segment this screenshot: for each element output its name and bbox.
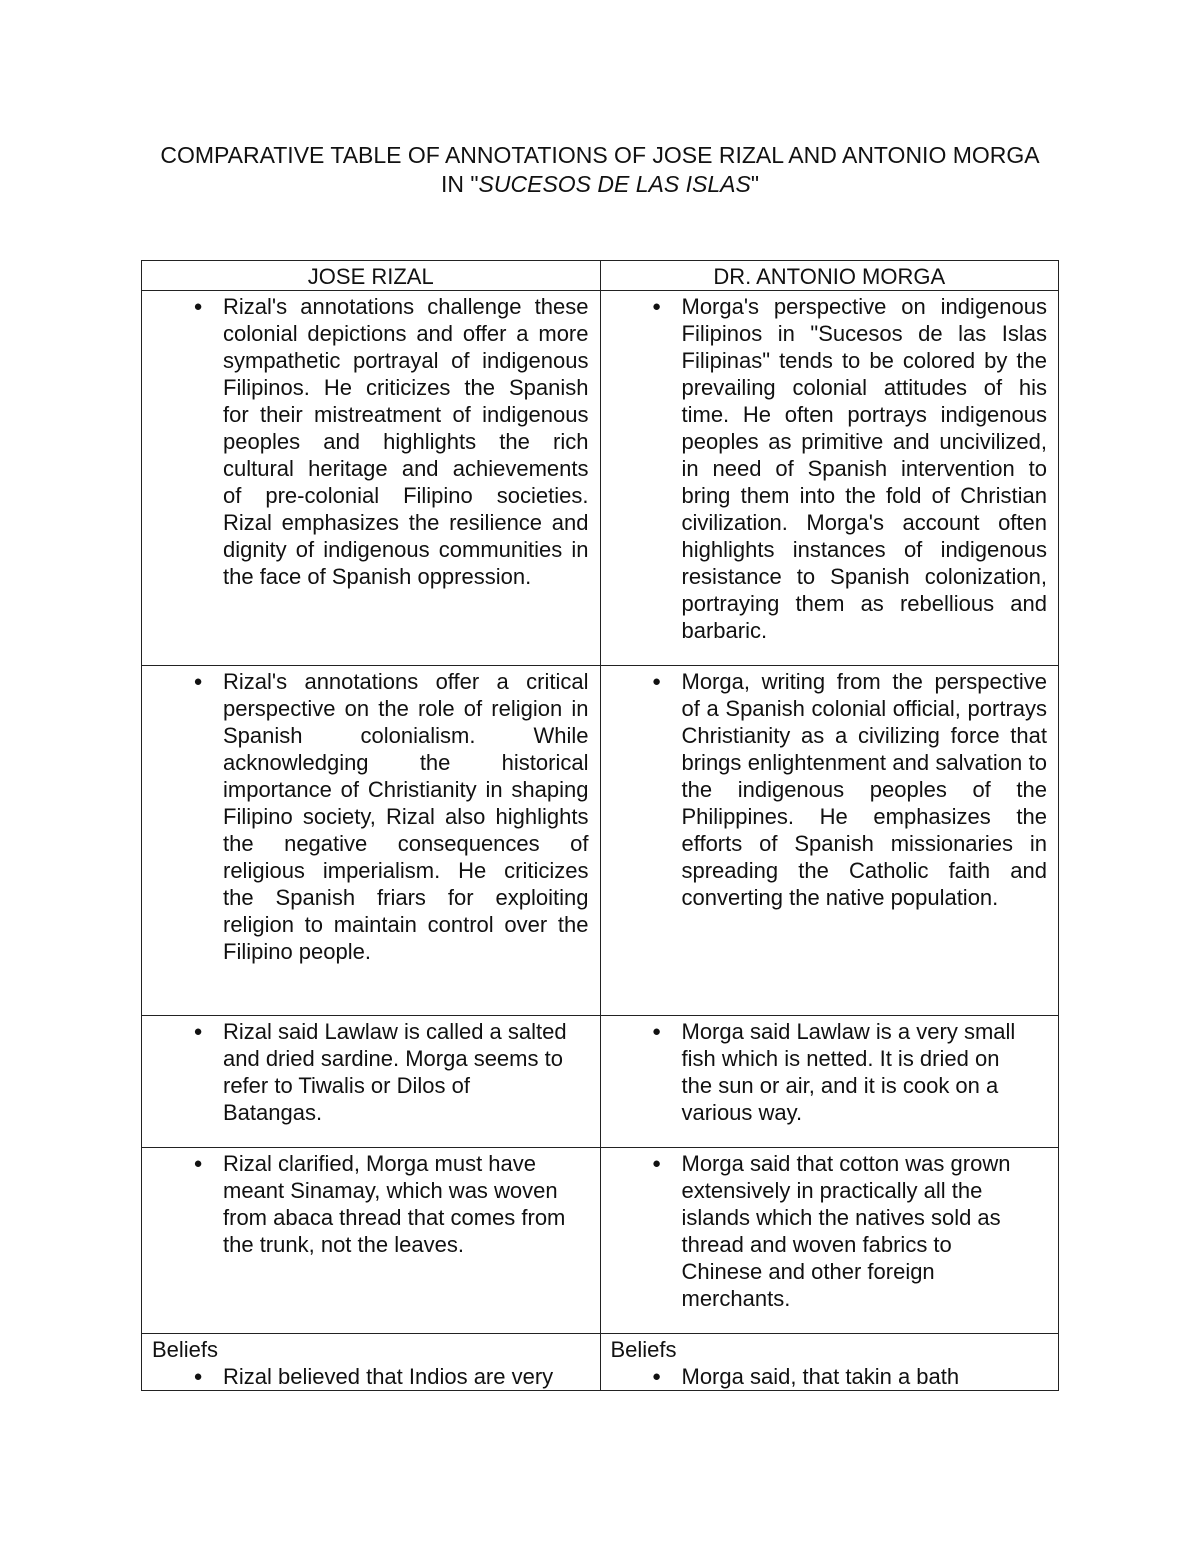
table-row xyxy=(142,1334,1059,1391)
bullet-icon: ● xyxy=(651,298,662,315)
rizal-cell: Beliefs ● Rizal believed that Indios are very xyxy=(142,1334,601,1391)
beliefs-label: Beliefs xyxy=(152,1337,219,1362)
document-title xyxy=(0,141,1200,199)
title-line-2: IN "SUCESOS DE LAS ISLAS" xyxy=(440,171,759,197)
book-title: SUCESOS DE LAS ISLAS xyxy=(478,171,751,197)
bullet-icon: ● xyxy=(651,1155,662,1172)
rizal-cell: ● Rizal clarified, Morga must have meant Sinamay, which was woven from abaca thread that comes from the trunk, not the leaves. xyxy=(142,1148,601,1334)
table-row xyxy=(142,291,1059,666)
rizal-cell: ● Rizal's annotations challenge these colonial depictions and offer a more sympathetic portrayal of indigenous Filipinos. He criticizes the Spanish for their mistreatment of indigenous peoples and highlights the rich cultural heritage and achievements of pre-colonial Filipino societies. Rizal emphasizes the resilience and dignity of indigenous communities in the face of Spanish oppression. xyxy=(142,291,601,666)
bullet-icon: ● xyxy=(651,1368,662,1385)
title-line-1: COMPARATIVE TABLE OF ANNOTATIONS OF JOSE RIZAL AND ANTONIO MORGA xyxy=(160,142,1040,168)
table-row xyxy=(142,1016,1059,1148)
rizal-cell: ● Rizal said Lawlaw is called a salted and dried sardine. Morga seems to refer to Tiwalis or Dilos of Batangas. xyxy=(142,1016,601,1148)
table-row xyxy=(142,1148,1059,1334)
bullet-icon: ● xyxy=(193,298,203,315)
morga-cell: ● Morga said that cotton was grown extensively in practically all the islands which the natives sold as thread and woven fabrics to Chinese and other foreign merchants. xyxy=(600,1148,1059,1334)
bullet-icon: ● xyxy=(193,1155,203,1172)
morga-cell: Beliefs ● Morga said, that takin a bath xyxy=(600,1334,1059,1391)
bullet-icon: ● xyxy=(193,1023,203,1040)
bullet-icon: ● xyxy=(651,673,662,690)
beliefs-label: Beliefs xyxy=(610,1337,677,1362)
bullet-icon: ● xyxy=(193,673,203,690)
morga-cell: ● Morga, writing from the perspective of a Spanish colonial official, portrays Christianity as a civilizing force that brings enlightenment and salvation to the indigenous peoples of the Philippines. He emphasizes the efforts of Spanish missionaries in spreading the Catholic faith and converting the native population. xyxy=(600,666,1059,1016)
header-jose-rizal: JOSE RIZAL xyxy=(142,261,601,291)
table-row xyxy=(142,666,1059,1016)
bullet-icon: ● xyxy=(193,1368,203,1385)
bullet-icon: ● xyxy=(651,1023,662,1040)
morga-cell: ● Morga said Lawlaw is a very small fish which is netted. It is dried on the sun or air, and it is cook on a various way. xyxy=(600,1016,1059,1148)
rizal-cell: ● Rizal's annotations offer a critical perspective on the role of religion in Spanish colonialism. While acknowledging the historical importance of Christianity in shaping Filipino society, Rizal also highlights the negative consequences of religious imperialism. He criticizes the Spanish friars for exploiting religion to maintain control over the Filipino people. xyxy=(142,666,601,1016)
comparative-table xyxy=(141,260,1059,1391)
header-antonio-morga: DR. ANTONIO MORGA xyxy=(600,261,1059,291)
table-header-row xyxy=(142,261,1059,291)
morga-cell: ● Morga's perspective on indigenous Filipinos in "Sucesos de las Islas Filipinas" tends to be colored by the prevailing colonial attitudes of his time. He often portrays indigenous peoples as primitive and uncivilized, in need of Spanish intervention to bring them into the fold of Christian civilization. Morga's account often highlights instances of indigenous resistance to Spanish colonization, portraying them as rebellious and barbaric. xyxy=(600,291,1059,666)
